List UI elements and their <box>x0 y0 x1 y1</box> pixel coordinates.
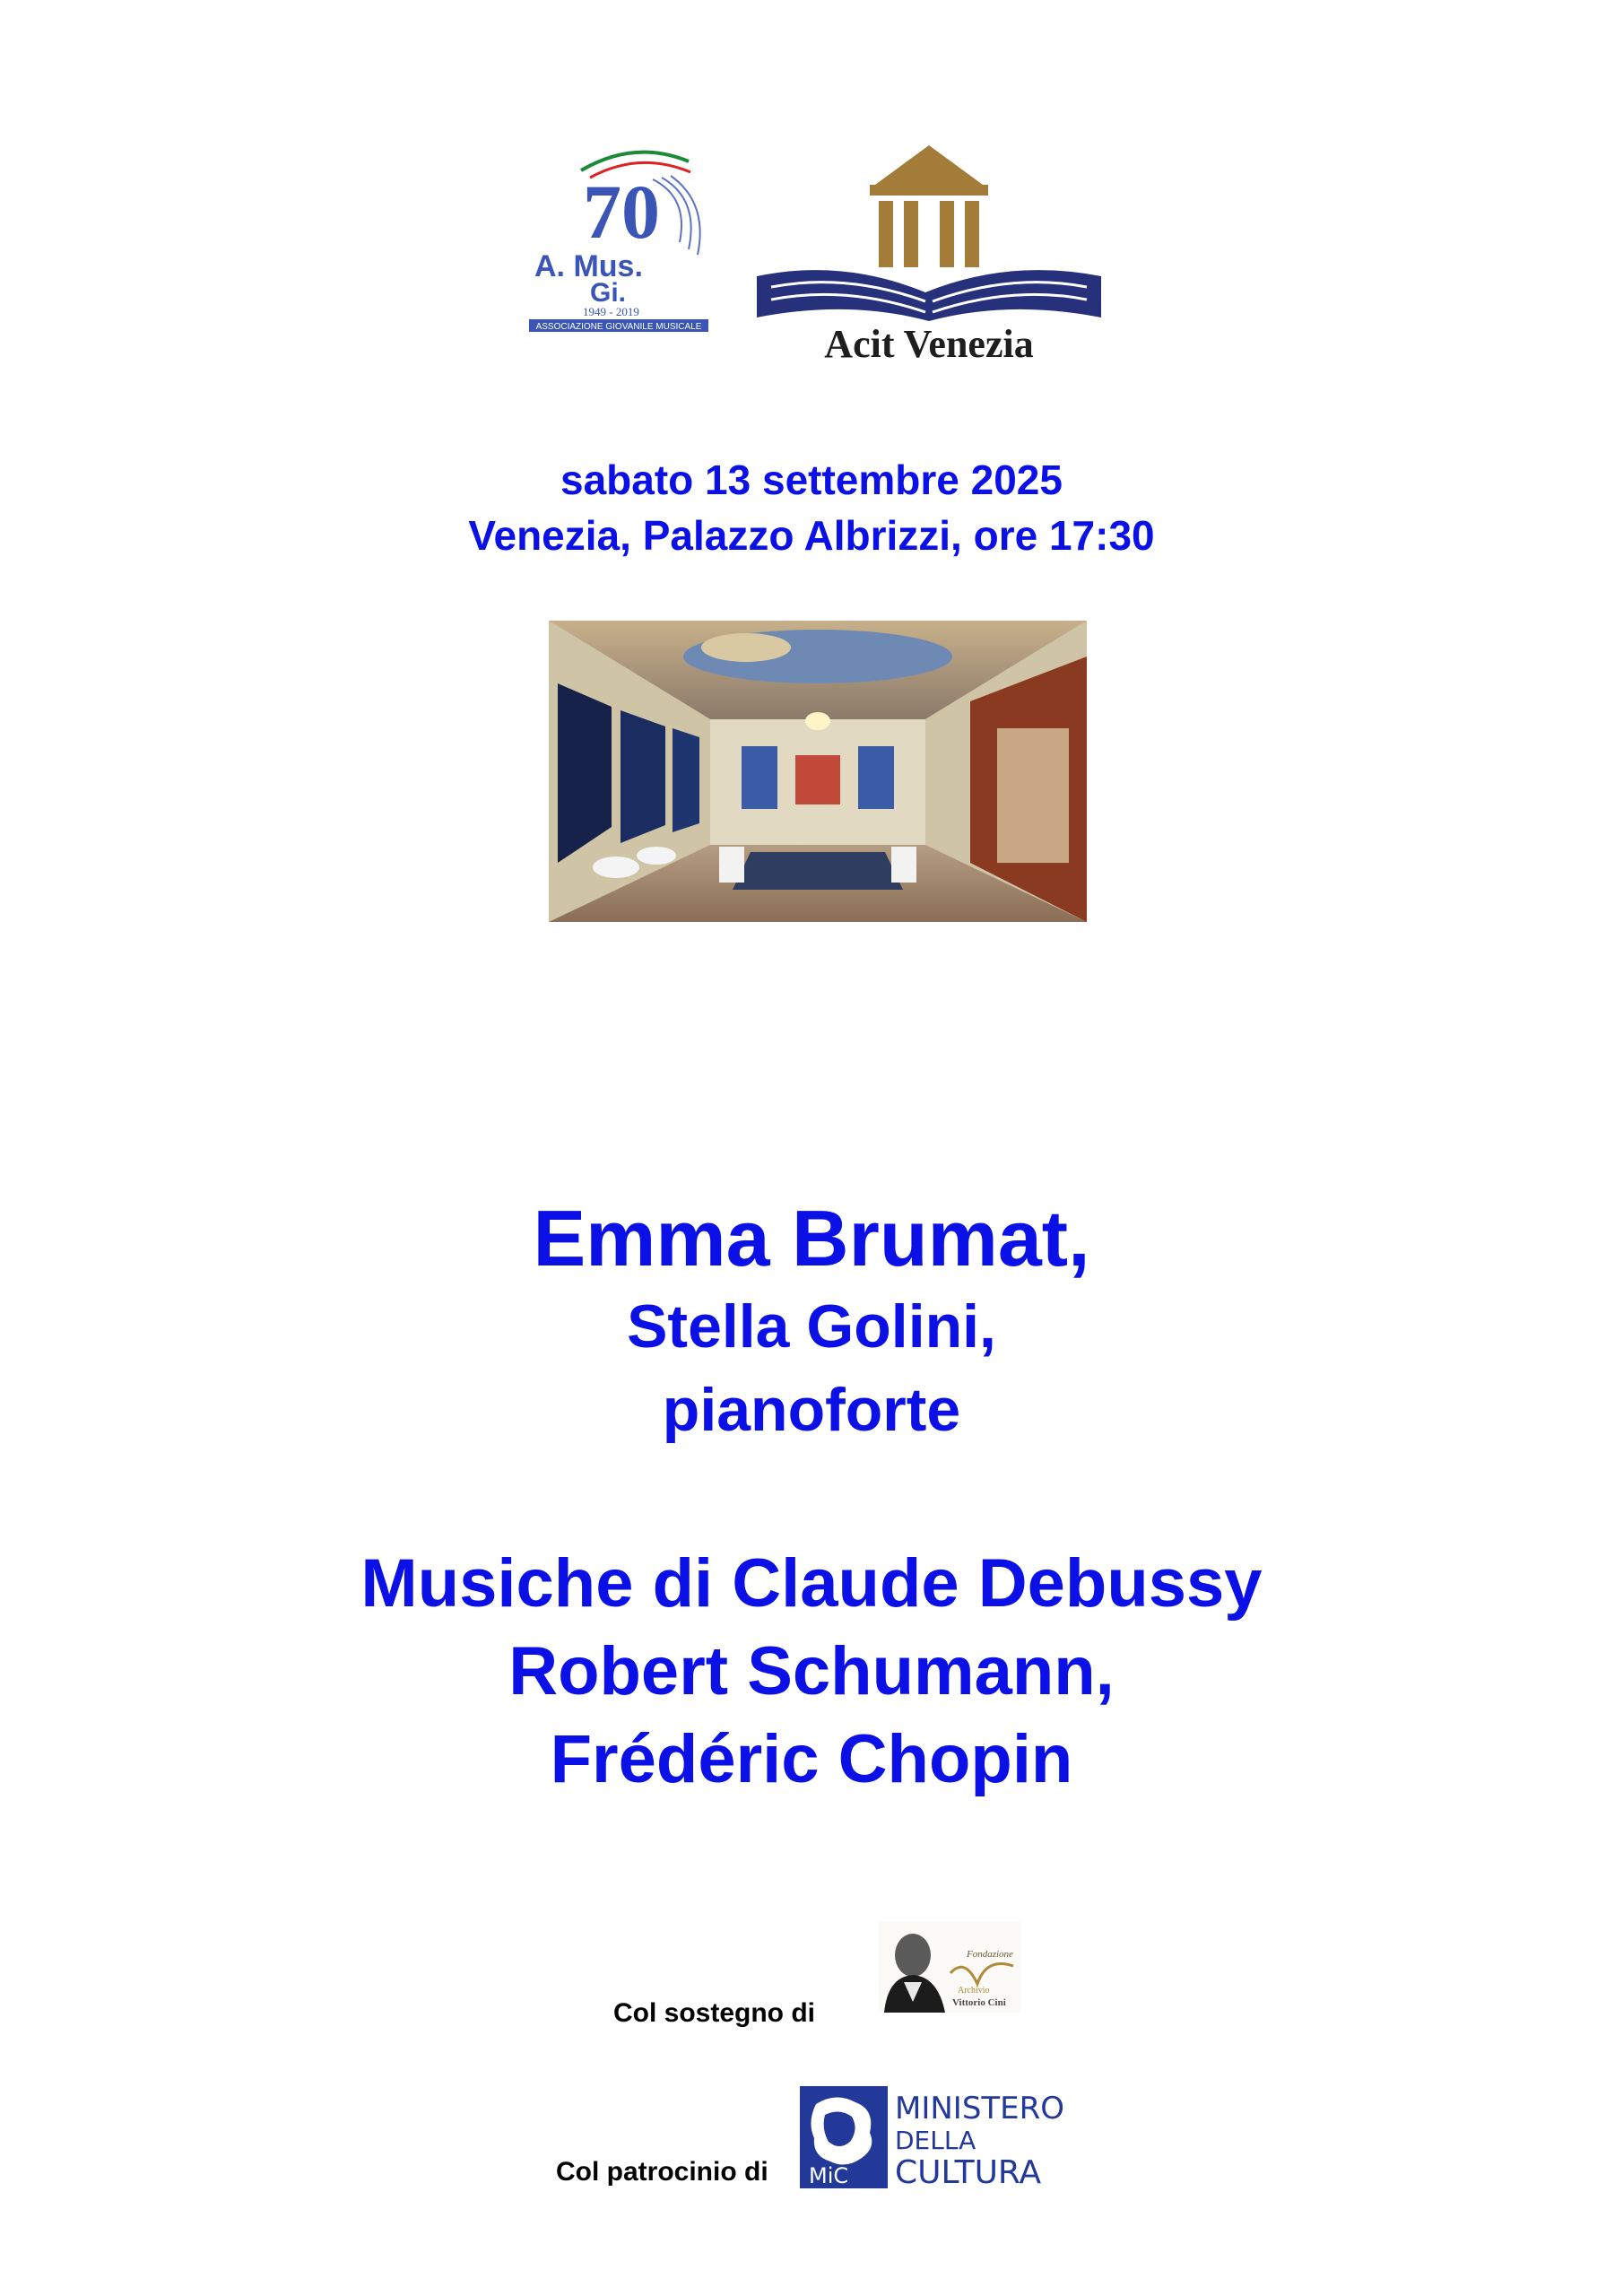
mic-della: DELLA <box>895 2126 976 2155</box>
program-line-chopin: Frédéric Chopin <box>550 1721 1073 1797</box>
performer-emma-brumat: Emma Brumat, <box>533 1194 1090 1283</box>
support-label: Col sostegno di <box>613 1998 815 2028</box>
cini-line3: Vittorio Cini <box>952 1997 1006 2008</box>
cini-line1: Fondazione <box>967 1949 1013 1960</box>
agimus-years: 1949 - 2019 <box>583 305 639 318</box>
mic-cultura: CULTURA <box>895 2154 1042 2188</box>
agimus-number: 70 <box>583 169 660 255</box>
agimus-70-logo <box>527 144 712 334</box>
event-venue: Venezia, Palazzo Albrizzi, ore 17:30 <box>468 512 1155 559</box>
event-date: sabato 13 settembre 2025 <box>560 457 1063 503</box>
program-line-debussy: Musiche di Claude Debussy <box>360 1545 1263 1622</box>
agimus-tagline: ASSOCIAZIONE GIOVANILE MUSICALE <box>535 322 702 332</box>
ministero-cultura-logo <box>800 2086 1069 2188</box>
palazzo-hall-photo <box>549 621 1087 922</box>
agimus-name-gi: Gi. <box>590 278 627 308</box>
acit-venezia-logo <box>753 142 1105 321</box>
fondazione-cini-logo <box>879 1921 1020 2013</box>
performer-stella-golini: Stella Golini, <box>627 1292 996 1361</box>
instrument: pianoforte <box>662 1376 961 1444</box>
mic-ministero: MINISTERO <box>895 2091 1065 2126</box>
patronage-label: Col patrocinio di <box>556 2157 768 2187</box>
agimus-name: A. Mus. <box>534 249 643 283</box>
program-line-schumann: Robert Schumann, <box>508 1633 1115 1709</box>
mic-badge-text: MiC <box>809 2163 849 2188</box>
acit-venezia-name: Acit Venezia <box>824 322 1034 366</box>
cini-line2: Archivio <box>958 1986 990 1996</box>
